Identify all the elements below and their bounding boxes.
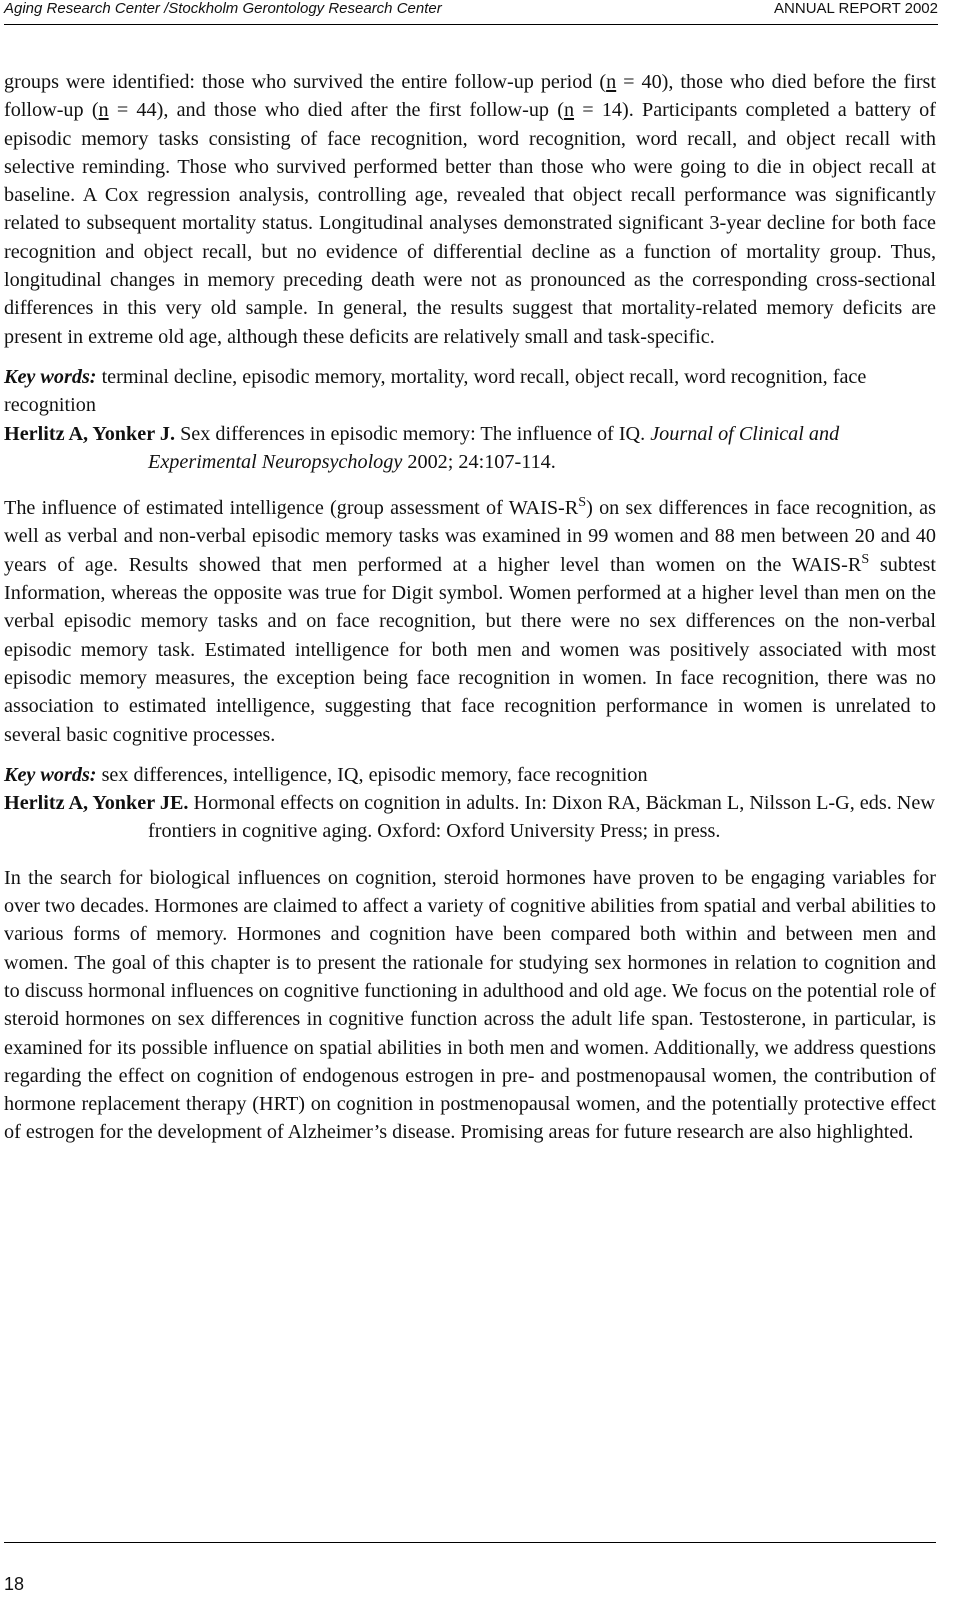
n-symbol: n [563,99,575,122]
superscript: S [578,494,587,511]
keywords-text: sex differences, intelligence, IQ, episodic memory, face recognition [96,763,648,786]
header-organization: Aging Research Center /Stockholm Gerontology Research Center [4,0,442,17]
keywords-label: Key words: [4,365,97,388]
page-header [4,0,938,30]
keywords-1 [4,363,936,420]
n-symbol: n [98,99,109,122]
superscript: S [861,550,870,567]
reference-authors: Herlitz A, Yonker JE. [4,792,189,815]
header-divider [4,24,938,25]
keywords-2 [4,761,936,789]
continuation-paragraph: groups were identified: those who survived the entire follow-up period (n = 40), those who died before the first follow-up (n = 44), and those who died after the first follow-up (n = 14). Participants completed a battery of episodic memory tasks consisting of face recognition, word recognition, word recall, and object recall with selective reminding. Those who survived performed better than those who were going to die in object recall at baseline. A Cox regression analysis, controlling age, revealed that object recall performance was significantly related to subsequent mortality status. Longitudinal analyses demonstrated significant 3-year decline for both face recognition and object recall, but no evidence of differential decline as a function of mortality group. Thus, longitudinal changes in memory preceding death were not as pronounced as the corresponding cross-sectional differences in this very old sample. In general, the results suggest that mortality-related memory deficits are present in extreme old age, although these deficits are relatively small and task-specific. [4,71,937,348]
reference-title: Sex differences in episodic memory: The influence of IQ. [175,422,651,445]
page-content [4,68,936,1147]
reference-journal: Journal of Clinical and Experimental Neuropsychology [148,422,840,473]
reference-1 [4,420,936,477]
keywords-label: Key words: [4,763,97,786]
keywords-text: terminal decline, episodic memory, mortality, word recall, object recall, word recognition, face recognition [4,365,867,417]
page-number: 18 [4,1574,25,1594]
abstract-1: The influence of estimated intelligence (group assessment of WAIS-$R^S$) on sex differences in face recognition, as well as verbal and non-verbal episodic memory tasks was examined in 99 women and 88 men between 20 and 40 years of age. Results showed that men performed at a higher level than women on the WAIS-$R^S$ subtest Information, whereas the opposite was true for Digit symbol. Women performed at a higher level than men on the verbal episodic memory tasks and on face recognition, but there were no sex differences on the non-verbal episodic memory task. Estimated intelligence for both men and women was positively associated with most episodic memory measures, the exception being face recognition in women. In face recognition, there was no association to estimated intelligence, suggesting that face recognition performance in women is unrelated to several basic cognitive processes. [4,494,937,746]
footer-divider [4,1542,936,1543]
reference-2 [4,789,936,846]
reference-citation: 2002; 24:107-114. [402,450,556,473]
n-symbol: n [606,71,617,93]
abstract-2: In the search for biological influences on cognition, steroid hormones have proven to be engaging variables for over two decades. Hormones are claimed to affect a variety of cognitive abilities from spatial and verbal abilities to various forms of memory. Hormones and cognition have been compared both within and between men and women. The goal of this chapter is to present the rationale for studying sex hormones in relation to cognition and to discuss hormonal influences on cognitive functioning in adulthood and old age. We focus on the potential role of steroid hormones on sex differences in cognitive function across the adult life span. Testosterone, in particular, is examined for its possible influence on spatial abilities in both men and women. Additionally, we address questions regarding the effect on cognition of endogenous estrogen in pre- and postmenopausal women, the contribution of hormone replacement therapy (HRT) on cognition in postmenopausal women, and the potentially protective effect of estrogen for the development of Alzheimer’s disease. Promising areas for future research are also highlighted. [4,866,936,1144]
header-report-title: ANNUAL REPORT 2002 [774,0,938,17]
reference-details: Hormonal effects on cognition in adults. In: Dixon RA, Bäckman L, Nilsson L-G, eds. New frontiers in cognitive aging. Oxford: Oxford University Press; in press. [148,792,935,843]
reference-authors: Herlitz A, Yonker J. [4,422,176,445]
